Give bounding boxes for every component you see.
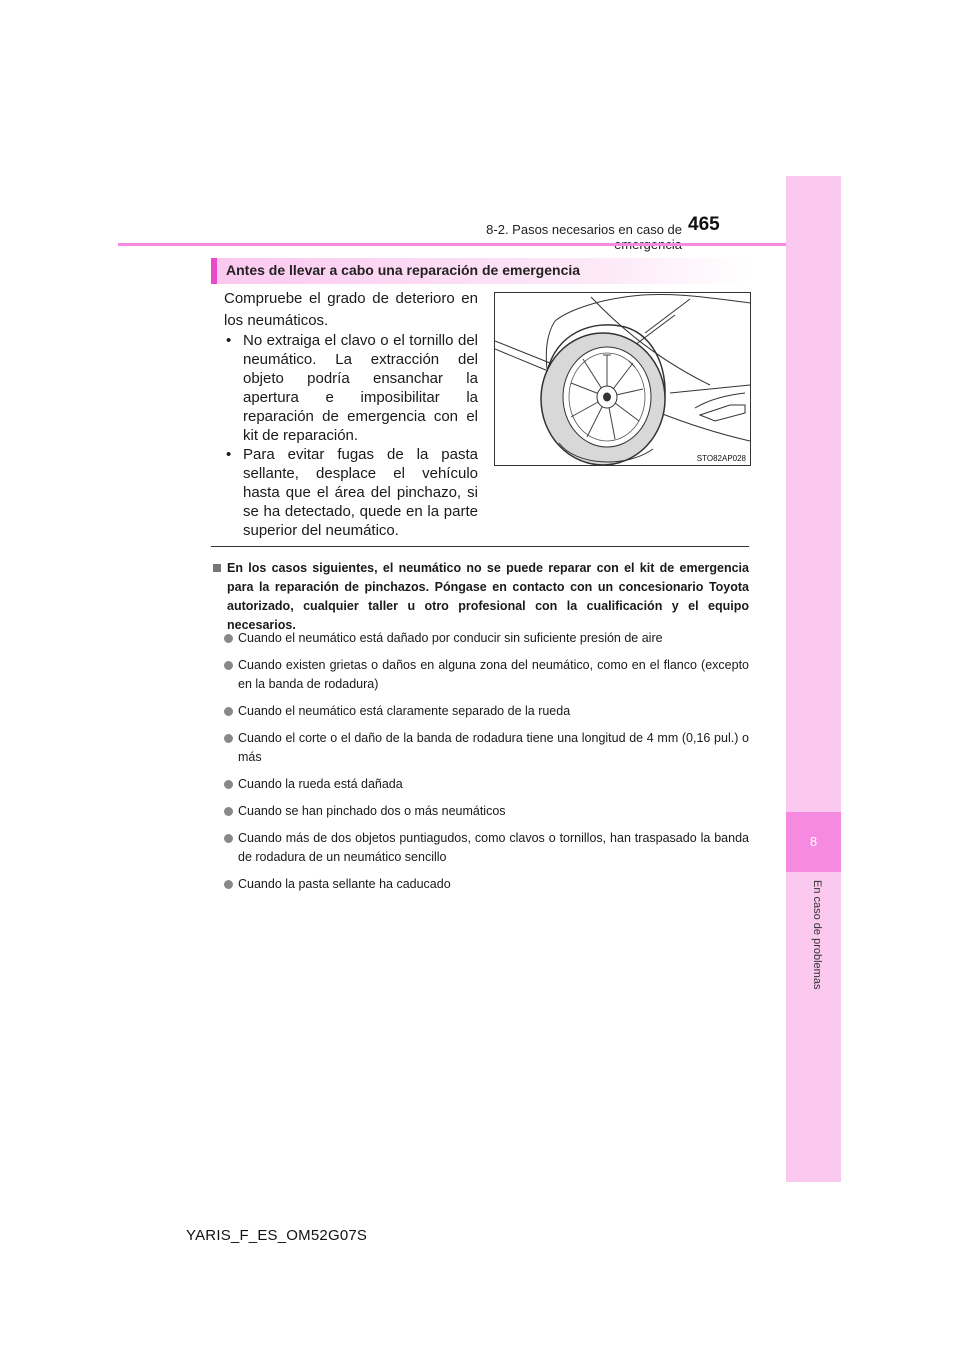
bullet-dot-icon: • [226,446,232,463]
circle-bullet-icon [224,880,233,889]
case-item [224,729,749,767]
case-text: Cuando el neumático está dañado por conducir sin suficiente presión de aire [238,631,663,645]
chapter-title: En caso de problemas [811,880,823,990]
chapter-number: 8 [809,834,818,849]
circle-bullet-icon [224,780,233,789]
warning-heading [213,559,749,635]
chapter-side-tab [786,176,841,1182]
circle-bullet-icon [224,707,233,716]
case-item [224,829,749,867]
circle-bullet-icon [224,834,233,843]
circle-bullet-icon [224,734,233,743]
case-text: Cuando más de dos objetos puntiagudos, como clavos o tornillos, han traspasado la banda de rodadura de un neumático sencillo [238,831,749,864]
case-list [224,629,749,902]
warning-heading-text: En los casos siguientes, el neumático no se puede reparar con el kit de emergencia para la reparación de pinchazos. Póngase en contacto con un concesionario Toyota autorizado, cualquier taller u otro profesional con la cualificación y el equipo necesarios. [227,561,749,632]
case-text: Cuando el corte o el daño de la banda de rodadura tiene una longitud de 4 mm (0,16 pul.) o más [238,731,749,764]
page-number: 465 [688,214,720,235]
section-accent [211,258,217,284]
instruction-text: No extraiga el clavo o el tornillo del neumático. La extracción del objeto podría ensanchar la apertura e imposibilitar la reparación de emergencia con el kit de reparación. [243,332,478,444]
instruction-text: Para evitar fugas de la pasta sellante, desplace el vehículo hasta que el área del pinchazo, si se ha detectado, quede en la parte superior del neumático. [243,446,478,539]
instruction-item [226,331,478,445]
tire-illustration [494,292,751,466]
circle-bullet-icon [224,807,233,816]
circle-bullet-icon [224,634,233,643]
case-item [224,629,749,648]
case-text: Cuando la pasta sellante ha caducado [238,877,451,891]
document-code: YARIS_F_ES_OM52G07S [186,1227,368,1244]
case-text: Cuando existen grietas o daños en alguna zona del neumático, como en el flanco (excepto en la banda de rodadura) [238,658,749,691]
chapter-number-tab[interactable] [786,812,841,872]
case-item [224,875,749,894]
bullet-dot-icon: • [226,332,232,349]
running-header: 8-2. Pasos necesarios en caso de [486,222,682,237]
header-rule [118,243,786,246]
square-bullet-icon [213,564,221,572]
case-text: Cuando el neumático está claramente separado de la rueda [238,704,571,718]
section-title: Antes de llevar a cabo una reparación de emergencia [226,262,581,278]
case-text: Cuando se han pinchado dos o más neumáticos [238,804,506,818]
figure-code: STO82AP028 [696,454,746,463]
instruction-list [226,331,478,540]
instruction-item [226,445,478,540]
case-item [224,702,749,721]
section-title-bar [211,258,749,284]
case-item [224,802,749,821]
case-text: Cuando la rueda está dañada [238,777,403,791]
section-divider [211,546,749,547]
intro-paragraph: Compruebe el grado de deterioro en los neumáticos. [224,290,478,329]
case-item [224,656,749,694]
car-wheel-drawing [495,293,750,465]
case-item [224,775,749,794]
circle-bullet-icon [224,661,233,670]
